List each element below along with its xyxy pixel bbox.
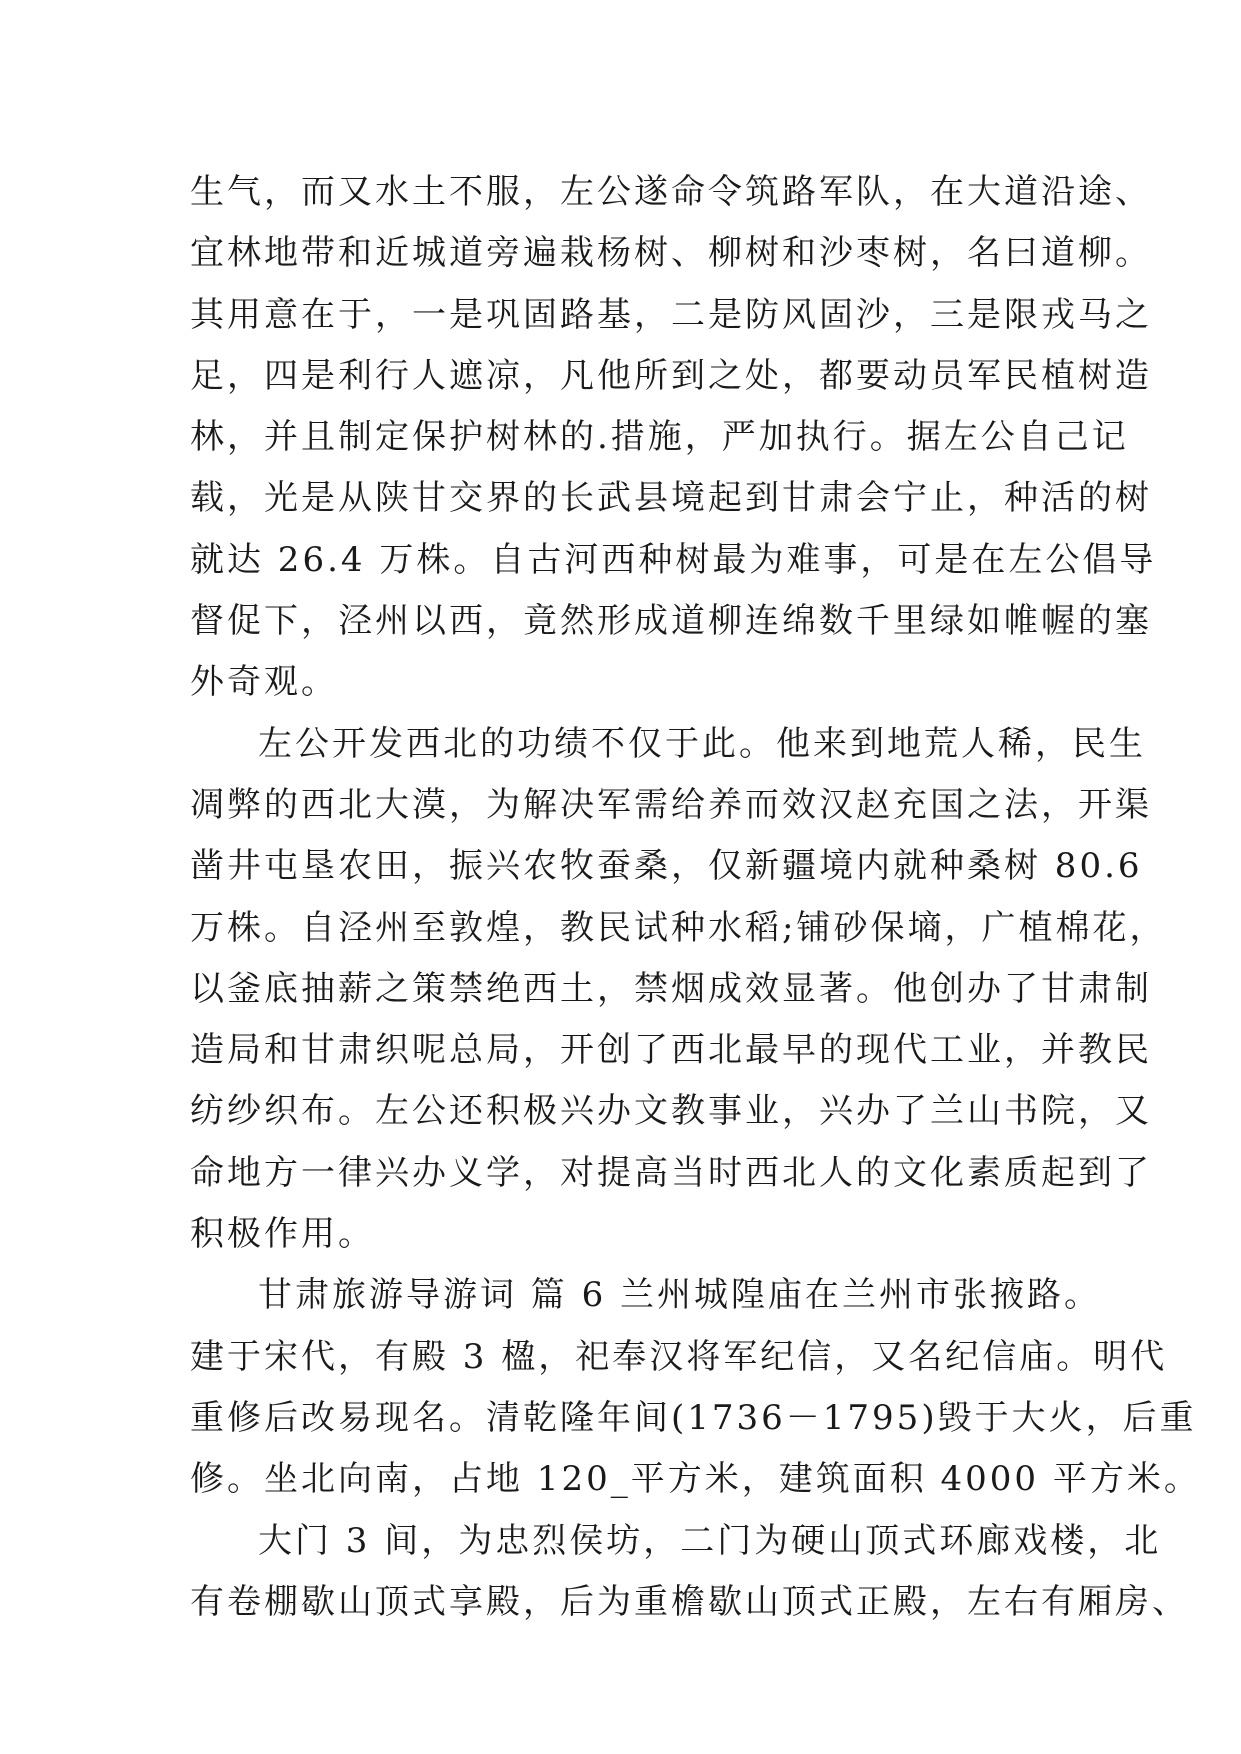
text-line: 凋弊的西北大漠，为解决军需给养而效汉赵充国之法，开渠	[190, 784, 1152, 825]
text-line: 外奇观。	[190, 662, 338, 703]
text-line: 宜林地带和近城道旁遍栽杨树、柳树和沙枣树，名曰道柳。	[190, 233, 1152, 274]
text-line: 建于宋代，有殿 3 楹，祀奉汉将军纪信，又名纪信庙。明代	[190, 1336, 1168, 1377]
text-line: 就达 26.4 万株。自古河西种树最为难事，可是在左公倡导	[190, 539, 1157, 580]
text-line: 有卷棚歇山顶式享殿，后为重檐歇山顶式正殿，左右有厢房、	[190, 1581, 1189, 1622]
text-line: 生气，而又水土不服，左公遂命令筑路军队，在大道沿途、	[190, 172, 1152, 212]
text-line: 足，四是利行人遮凉，凡他所到之处，都要动员军民植树造	[190, 355, 1152, 396]
text-line: 修。坐北向南，占地 120_平方米，建筑面积 4000 平方米。	[190, 1459, 1201, 1500]
text-line: 林，并且制定保护树林的.措施，严加执行。据左公自己记	[190, 417, 1129, 458]
section-heading-line: 甘肃旅游导游词 篇 6 兰州城隍庙在兰州市张掖路。	[258, 1275, 1102, 1316]
text-line: 积极作用。	[190, 1214, 375, 1255]
text-line: 造局和甘肃织呢总局，开创了西北最早的现代工业，并教民	[190, 1030, 1152, 1071]
text-line: 凿井屯垦农田，振兴农牧蚕桑，仅新疆境内就种桑树 80.6	[190, 846, 1143, 887]
text-line: 纺纱织布。左公还积极兴办文教事业，兴办了兰山书院，又	[190, 1091, 1152, 1132]
text-line: 以釜底抽薪之策禁绝西土，禁烟成效显著。他创办了甘肃制	[190, 968, 1152, 1009]
text-line: 载，光是从陕甘交界的长武县境起到甘肃会宁止，种活的树	[190, 478, 1152, 519]
text-line: 命地方一律兴办义学，对提高当时西北人的文化素质起到了	[190, 1152, 1152, 1193]
text-line: 督促下，泾州以西，竟然形成道柳连绵数千里绿如帷幄的塞	[190, 601, 1152, 642]
paragraph-start-line: 大门 3 间，为忠烈侯坊，二门为硬山顶式环廊戏楼，北	[258, 1520, 1162, 1561]
body-text	[190, 162, 1201, 1633]
text-line: 重修后改易现名。清乾隆年间(1736－1795)毁于大火，后重	[190, 1397, 1197, 1438]
text-line: 万株。自泾州至敦煌，教民试种水稻;铺砂保墒，广植棉花，	[190, 907, 1167, 948]
text-line: 其用意在于，一是巩固路基，二是防风固沙，三是限戎马之	[190, 294, 1152, 335]
paragraph-start-line: 左公开发西北的功绩不仅于此。他来到地荒人稀，民生	[258, 723, 1146, 764]
